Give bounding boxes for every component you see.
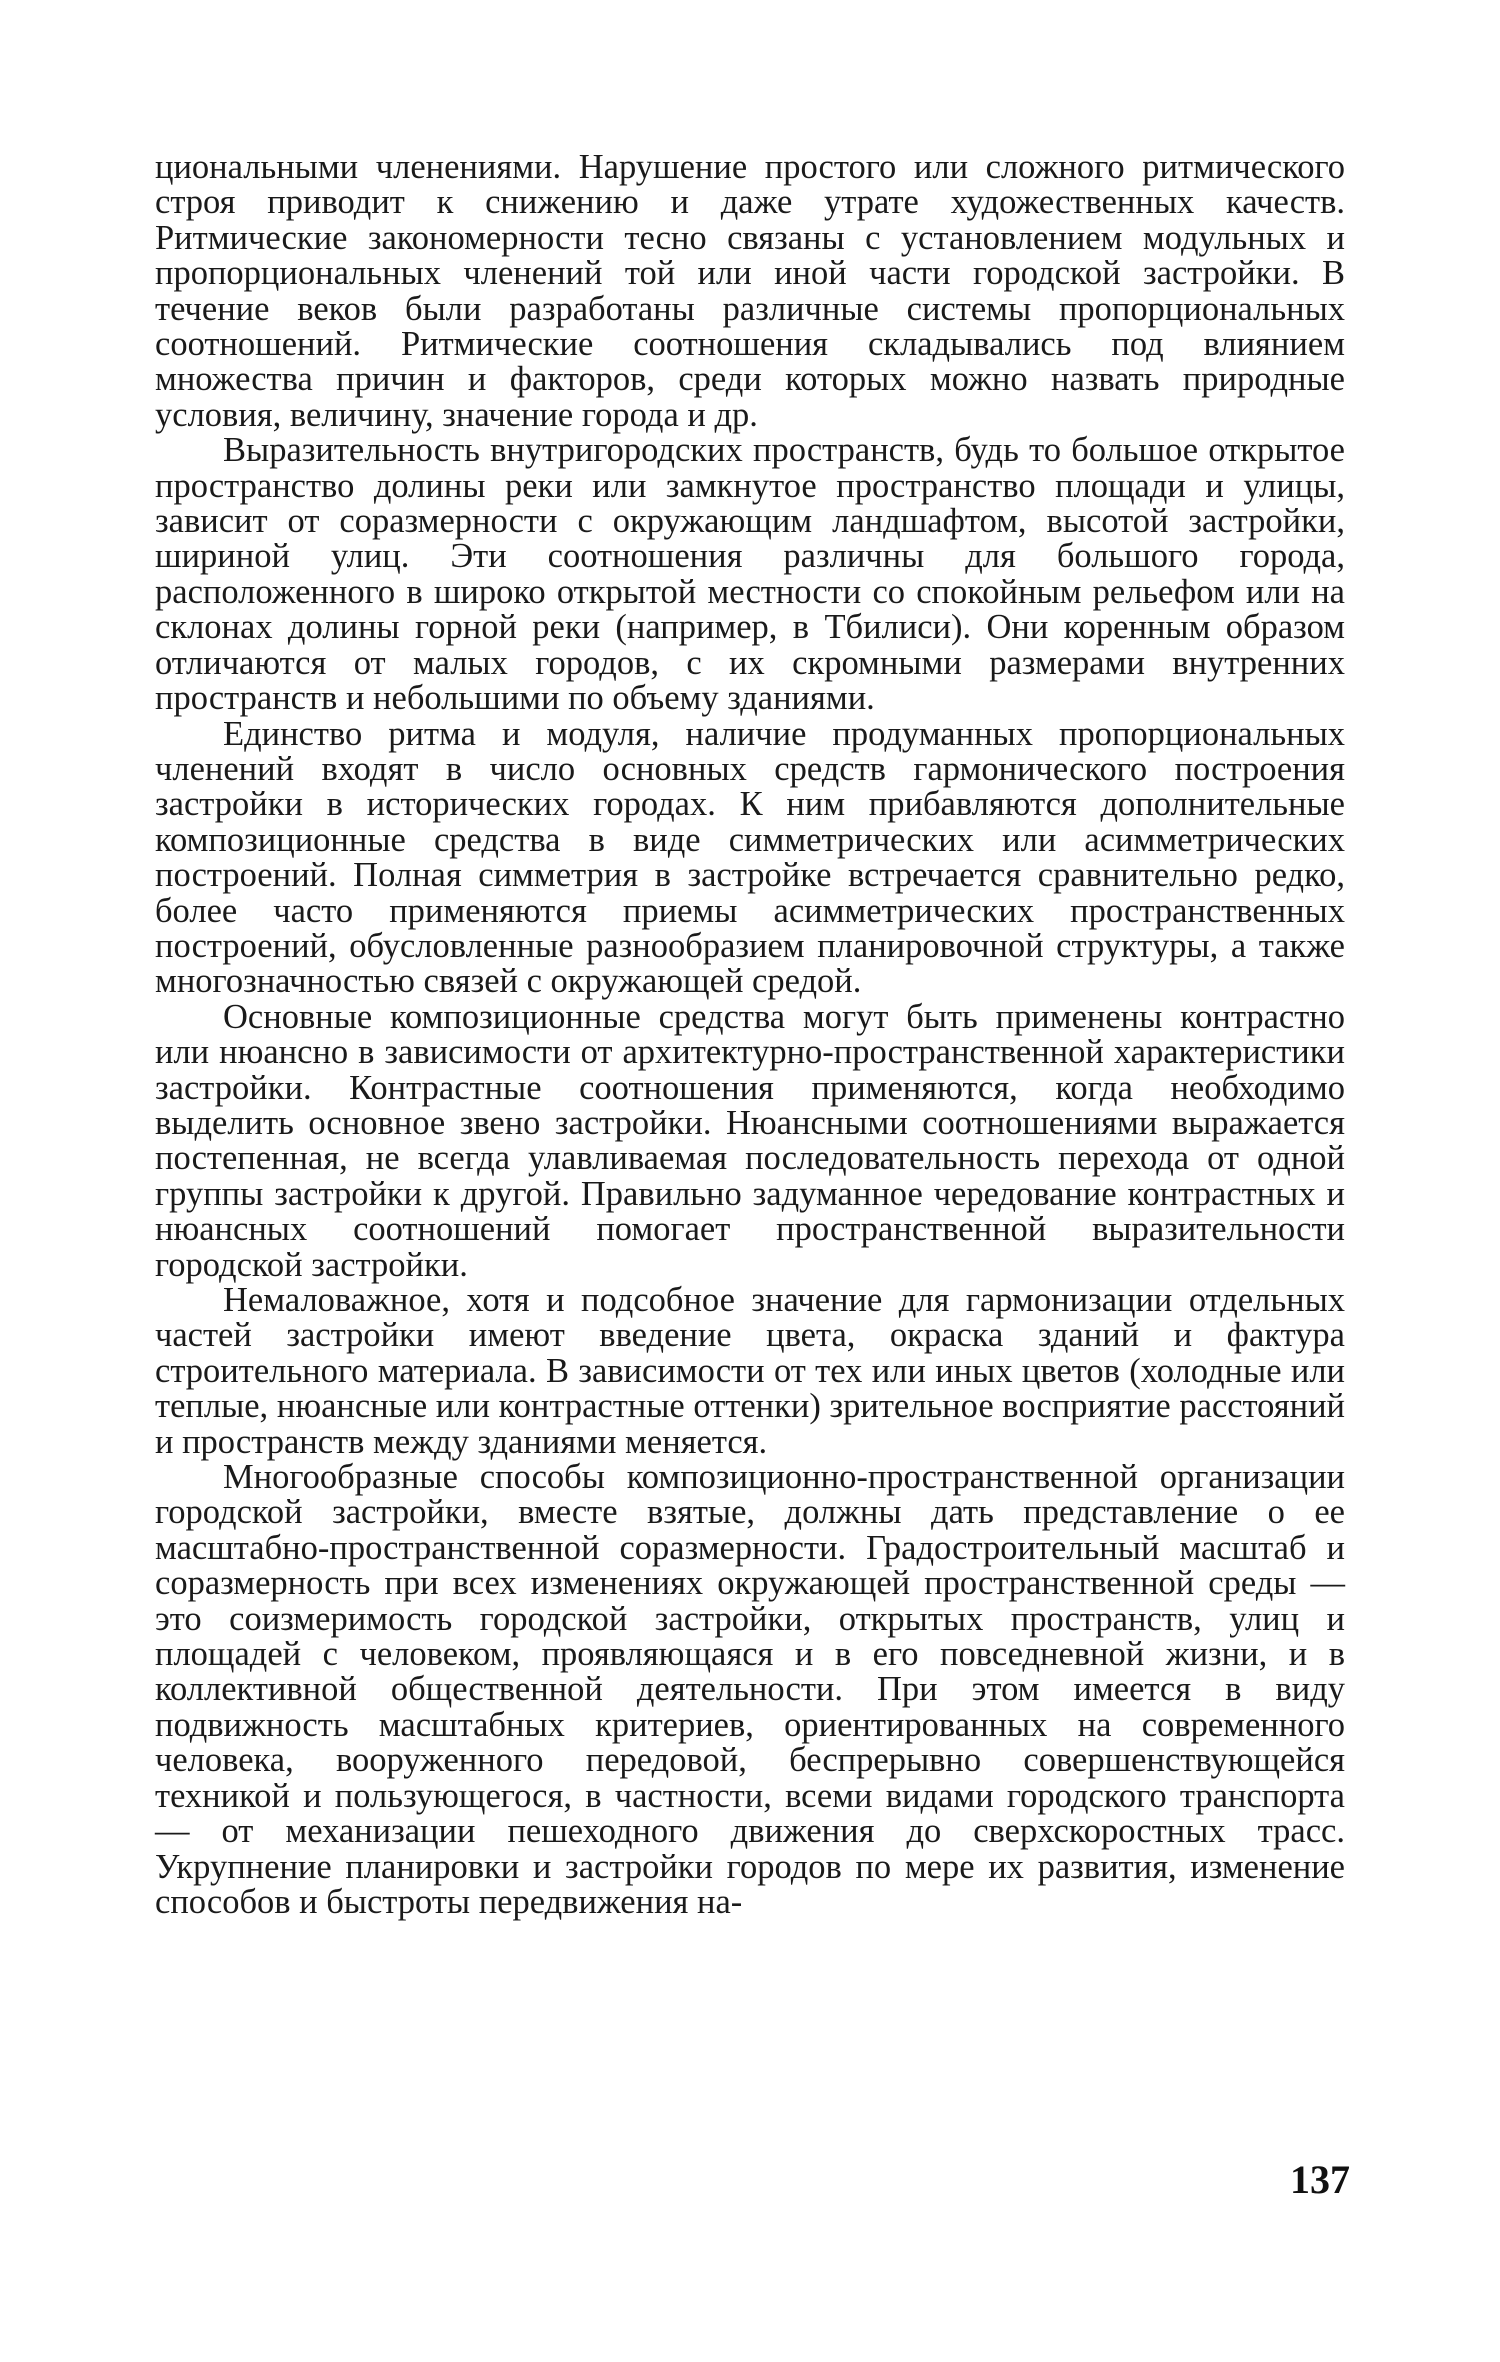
paragraph-continued: циональными членениями. Нарушение простого или сложного ритмического строя приводит к снижению и даже утрате художественных качеств. Ритмические закономерности тесно связаны с установлением модульных и пропорциональных членений той или иной части городской застройки. В течение веков были разработаны различные системы пропорциональных соотношений. Ритмические соотношения складывались под влиянием множества причин и факторов, среди которых можно назвать природные условия, величину, значение города и др. xyxy=(155,148,1345,434)
paragraph: Немаловажное, хотя и подсобное значение для гармонизации отдельных частей застройки имеют введение цвета, окраска зданий и фактура строительного материала. В зависимости от тех или иных цветов (холодные или теплые, нюансные или контрастные оттенки) зрительное восприятие расстояний и пространств между зданиями меняется. xyxy=(155,1281,1345,1461)
paragraph: Выразительность внутригородских пространств, будь то большое открытое пространство долины реки или замкнутое пространство площади и улицы, зависит от соразмерности с окружающим ландшафтом, высотой застройки, шириной улиц. Эти соотношения различны для большого города, расположенного в широко открытой местности со спокойным рельефом или на склонах долины горной реки (например, в Тбилиси). Они коренным образом отличаются от малых городов, с их скромными размерами внутренних пространств и небольшими по объему зданиями. xyxy=(155,431,1345,718)
page-number: 137 xyxy=(1290,2157,1350,2202)
body-text xyxy=(155,150,1345,1920)
paragraph: Многообразные способы композиционно-пространственной организации городской застройки, вместе взятые, должны дать представление о ее масштабно-пространственной соразмерности. Градостроительный масштаб и соразмерность при всех изменениях окружающей пространственной среды — это соизмеримость городской застройки, открытых пространств, улиц и площадей с человеком, проявляющаяся и в его повседневной жизни, и в коллективной общественной деятельности. При этом имеется в виду подвижность масштабных критериев, ориентированных на современного человека, вооруженного передовой, беспрерывно совершенствующейся техникой и пользующегося, в частности, всеми видами городского транспорта — от механизации пешеходного движения до сверхскоростных трасс. Укрупнение планировки и застройки городов по мере их развития, изменение способов и быстроты передвижения на- xyxy=(155,1458,1345,1921)
paragraph: Основные композиционные средства могут быть применены контрастно или нюансно в зависимости от архитектурно-пространственной характеристики застройки. Контрастные соотношения применяются, когда необходимо выделить основное звено застройки. Нюансными соотношениями выражается постепенная, не всегда улавливаемая последовательность перехода от одной группы застройки к другой. Правильно задуманное чередование контрастных и нюансных соотношений помогает пространственной выразительности городской застройки. xyxy=(155,997,1345,1284)
paragraph: Единство ритма и модуля, наличие продуманных пропорциональных членений входят в число основных средств гармонического построения застройки в исторических городах. К ним прибавляются дополнительные композиционные средства в виде симметрических или асимметрических построений. Полная симметрия в застройке встречается сравнительно редко, более часто применяются приемы асимметрических пространственных построений, обусловленные разнообразием планировочной структуры, а также многозначностью связей с окружающей средой. xyxy=(155,714,1345,1001)
